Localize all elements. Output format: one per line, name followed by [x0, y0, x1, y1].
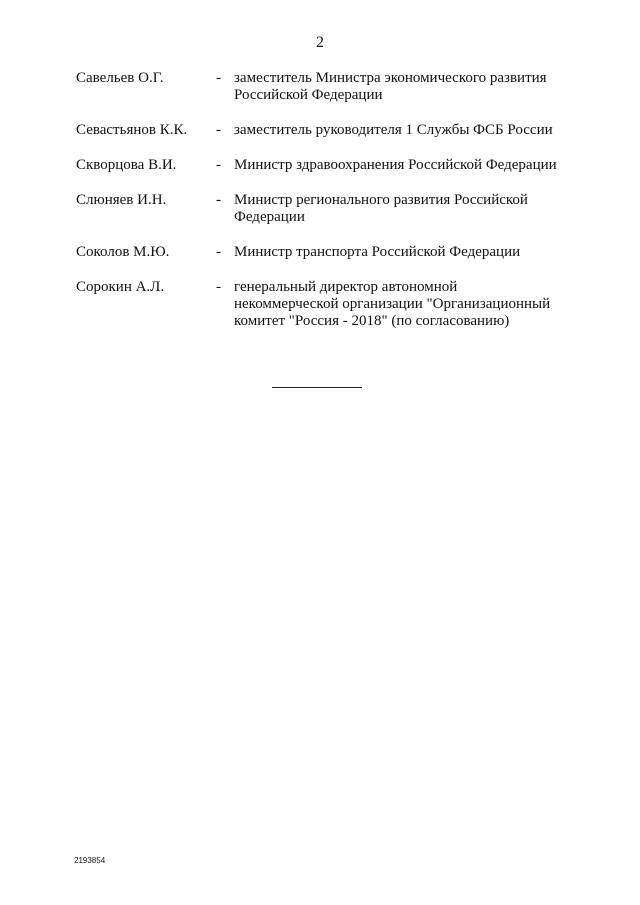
member-dash: - — [216, 157, 221, 173]
member-entry — [76, 122, 596, 139]
member-entry — [76, 192, 596, 226]
member-entry — [76, 70, 596, 104]
member-name: Савельев О.Г. — [76, 70, 164, 86]
member-entry — [76, 157, 596, 174]
document-code: 2193854 — [74, 856, 106, 865]
member-entry — [76, 279, 596, 330]
end-separator-line — [272, 387, 362, 388]
member-position: заместитель Министра экономического развития Российской Федерации — [234, 70, 547, 103]
member-entry — [76, 244, 596, 261]
member-position: Министр транспорта Российской Федерации — [234, 244, 521, 260]
member-name: Севастьянов К.К. — [76, 122, 188, 138]
member-dash: - — [216, 279, 221, 295]
member-name: Скворцова В.И. — [76, 157, 177, 173]
member-name: Сорокин А.Л. — [76, 279, 165, 295]
member-dash: - — [216, 122, 221, 138]
members-list — [76, 70, 596, 348]
member-dash: - — [216, 192, 221, 208]
member-position: генеральный директор автономной некоммерческой организации "Организационный комитет "Россия - 2018" (по согласованию) — [234, 279, 551, 329]
member-position: Министр регионального развития Российской Федерации — [234, 192, 528, 225]
member-position: Министр здравоохранения Российской Федерации — [234, 157, 557, 173]
member-name: Слюняев И.Н. — [76, 192, 167, 208]
page-number: 2 — [316, 34, 324, 51]
member-position: заместитель руководителя 1 Службы ФСБ России — [234, 122, 553, 138]
member-dash: - — [216, 244, 221, 260]
member-name: Соколов М.Ю. — [76, 244, 170, 260]
member-dash: - — [216, 70, 221, 86]
